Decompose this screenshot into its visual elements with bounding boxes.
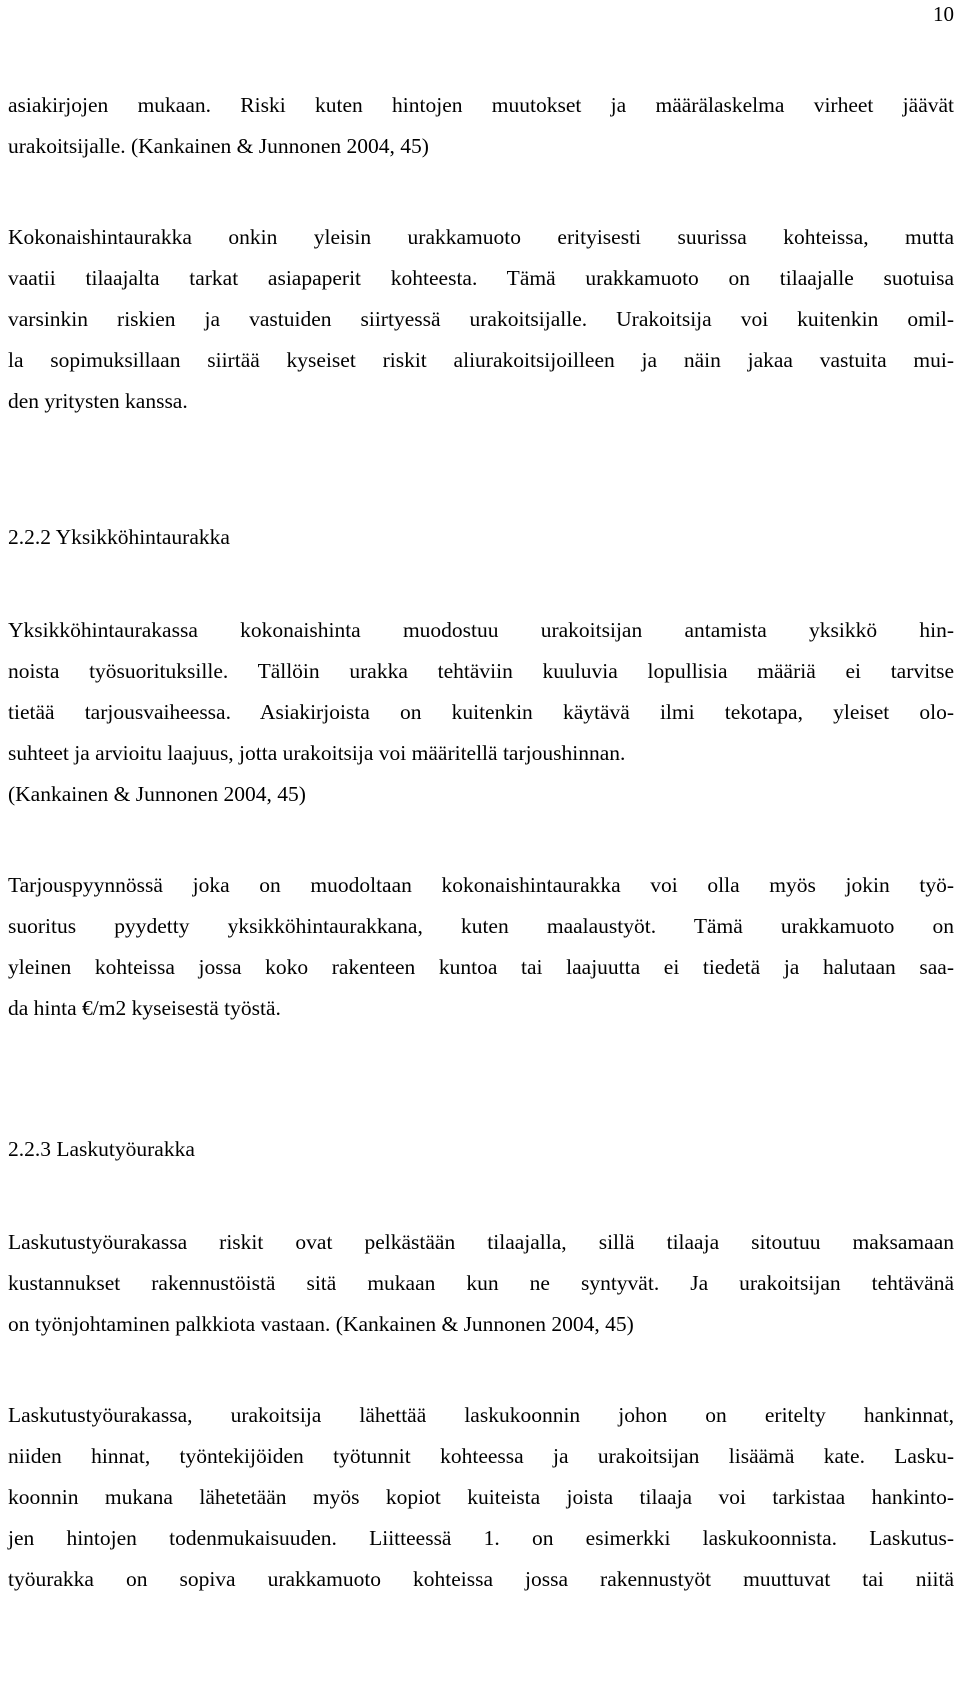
text-line: koonnin mukana lähetetään myös kopiot kuiteista joista tilaaja voi tarkistaa hankinto- — [8, 1485, 954, 1509]
text-line: la sopimuksillaan siirtää kyseiset riskit aliurakoitsijoilleen ja näin jakaa vastuita mui- — [8, 348, 954, 372]
section-heading: 2.2.2 Yksikköhintaurakka — [8, 525, 230, 549]
text-line: vaatii tilaajalta tarkat asiapaperit kohteesta. Tämä urakkamuoto on tilaajalle suotuisa — [8, 266, 954, 290]
document-body — [8, 85, 954, 1600]
text-line: niiden hinnat, työntekijöiden työtunnit kohteessa ja urakoitsijan lisäämä kate. Lasku- — [8, 1444, 954, 1468]
text-line: Kokonaishintaurakka onkin yleisin urakkamuoto erityisesti suurissa kohteissa, mutta — [8, 225, 954, 249]
paragraph — [8, 865, 954, 1029]
text-line: asiakirjojen mukaan. Riski kuten hintojen muutokset ja määrälaskelma virheet jäävät — [8, 93, 954, 117]
text-line: da hinta €/m2 kyseisestä työstä. — [8, 996, 281, 1020]
text-line: suhteet ja arvioitu laajuus, jotta urakoitsija voi määritellä tarjoushinnan. — [8, 741, 626, 765]
text-line: urakoitsijalle. (Kankainen & Junnonen 2004, 45) — [8, 134, 429, 158]
text-line: Laskutustyöurakassa riskit ovat pelkästään tilaajalla, sillä tilaaja sitoutuu maksamaan — [8, 1230, 954, 1254]
text-line: työurakka on sopiva urakkamuoto kohteissa jossa rakennustyöt muuttuvat tai niitä — [8, 1567, 954, 1591]
text-line: varsinkin riskien ja vastuiden siirtyessä urakoitsijalle. Urakoitsija voi kuitenkin omil- — [8, 307, 954, 331]
section-heading: 2.2.3 Laskutyöurakka — [8, 1137, 195, 1161]
text-line: on työnjohtaminen palkkiota vastaan. (Kankainen & Junnonen 2004, 45) — [8, 1312, 634, 1336]
paragraph — [8, 85, 954, 167]
text-line: Tarjouspyynnössä joka on muodoltaan kokonaishintaurakka voi olla myös jokin työ- — [8, 873, 954, 897]
text-line: tietää tarjousvaiheessa. Asiakirjoista on kuitenkin käytävä ilmi tekotapa, yleiset olo- — [8, 700, 954, 724]
paragraph — [8, 1395, 954, 1600]
text-line: kustannukset rakennustöistä sitä mukaan kun ne syntyvät. Ja urakoitsijan tehtävänä — [8, 1271, 954, 1295]
text-line: den yritysten kanssa. — [8, 389, 188, 413]
text-line: suoritus pyydetty yksikköhintaurakkana, kuten maalaustyöt. Tämä urakkamuoto on — [8, 914, 954, 938]
paragraph — [8, 610, 954, 815]
text-line: (Kankainen & Junnonen 2004, 45) — [8, 782, 306, 806]
text-line: yleinen kohteissa jossa koko rakenteen kuntoa tai laajuutta ei tiedetä ja halutaan saa- — [8, 955, 954, 979]
text-line: jen hintojen todenmukaisuuden. Liitteessä 1. on esimerkki laskukoonnista. Laskutus- — [8, 1526, 954, 1550]
text-line: Yksikköhintaurakassa kokonaishinta muodostuu urakoitsijan antamista yksikkö hin- — [8, 618, 954, 642]
paragraph — [8, 217, 954, 422]
page-number: 10 — [933, 2, 954, 26]
text-line: Laskutustyöurakassa, urakoitsija lähettää laskukoonnin johon on eritelty hankinnat, — [8, 1403, 954, 1427]
paragraph — [8, 1222, 954, 1345]
text-line: noista työsuorituksille. Tällöin urakka tehtäviin kuuluvia lopullisia määriä ei tarvitse — [8, 659, 954, 683]
